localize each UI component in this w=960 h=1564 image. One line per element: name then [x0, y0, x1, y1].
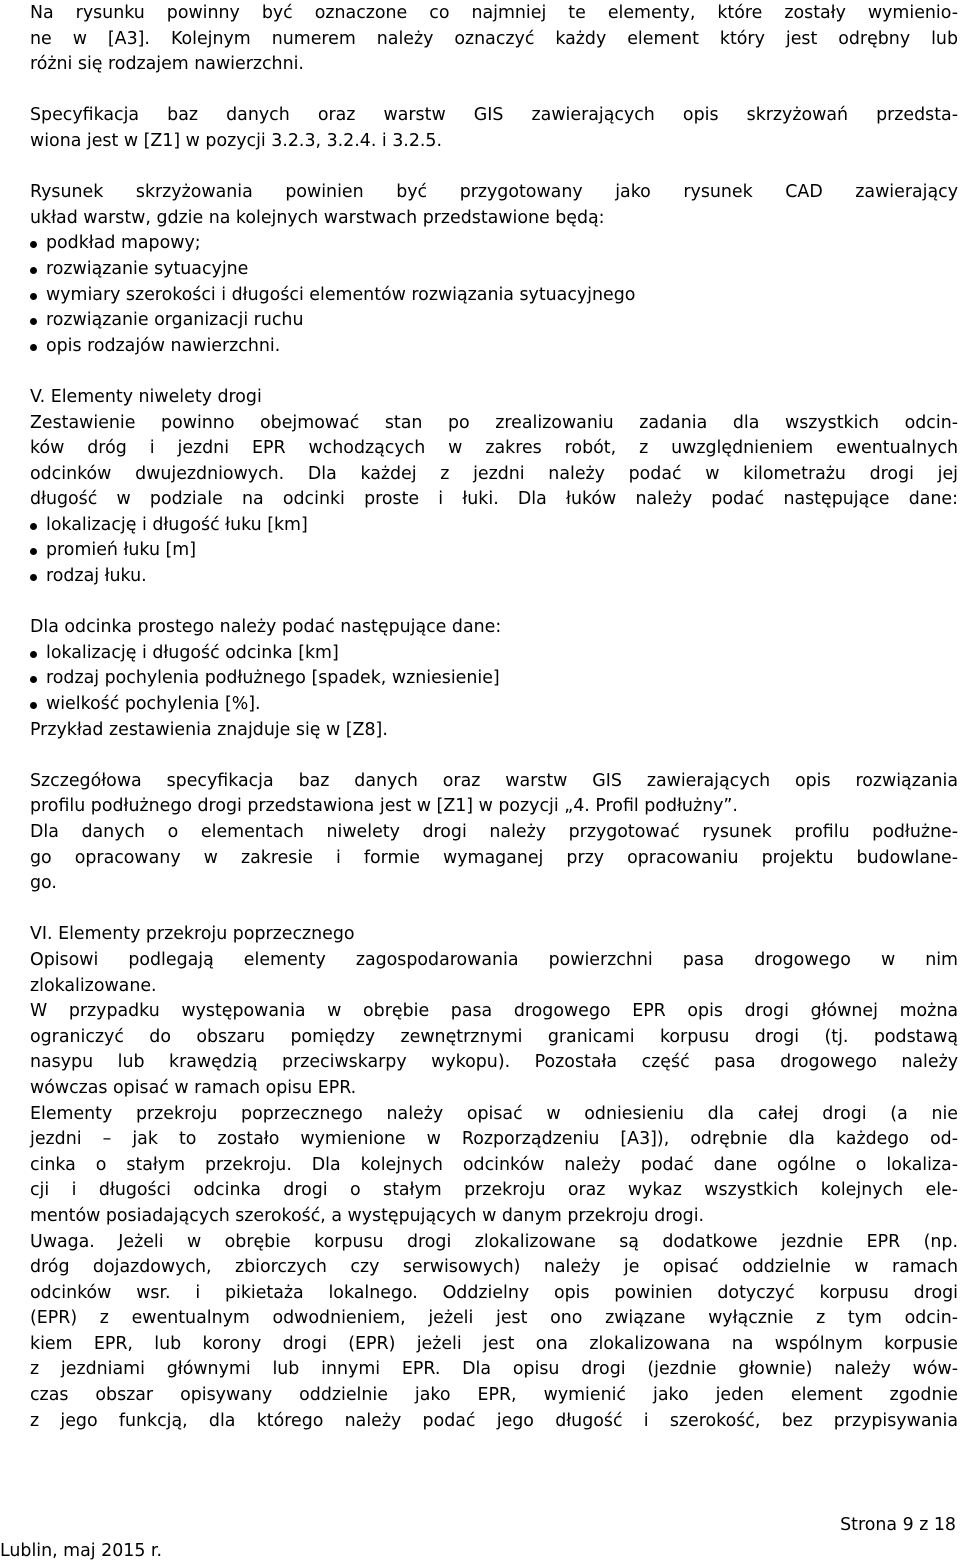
list-item: wymiary szerokości i długości elementów rozwiązania sytuacyjnego [30, 283, 958, 309]
bullet-icon [30, 318, 37, 325]
bullet-icon [30, 523, 37, 530]
text-line: ków dróg i jezdni EPR wchodzących w zakres robót, z uwzględnieniem ewentualnych [30, 438, 958, 459]
paragraph-cross-section-elements [30, 1102, 958, 1230]
list-item: lokalizację i długość odcinka [km] [30, 641, 958, 667]
list-item: rozwiązanie sytuacyjne [30, 257, 958, 283]
bullet-icon [30, 651, 37, 658]
list-item: rozwiązanie organizacji ruchu [30, 308, 958, 334]
section-heading-vi: VI. Elementy przekroju poprzecznego [30, 924, 355, 945]
text-line: układ warstw, gdzie na kolejnych warstwach przedstawione będą: [30, 207, 605, 228]
paragraph-cross-section-intro [30, 948, 958, 999]
text-line: z jego funkcją, dla którego należy podać jego długość i szerokość, bez przypisywania [30, 1410, 958, 1431]
list-item: rodzaj pochylenia podłużnego [spadek, wzniesienie] [30, 666, 958, 692]
paragraph-epr-main-road [30, 999, 958, 1101]
bullet-icon [30, 241, 37, 248]
bullet-icon [30, 676, 37, 683]
text-line: Uwaga. Jeżeli w obrębie korpusu drogi zlokalizowane są dodatkowe jezdnie EPR (np. [30, 1231, 958, 1252]
bullet-icon [30, 293, 37, 300]
page-number: Strona 9 z 18 [840, 1515, 956, 1535]
paragraph-straight-section: Dla odcinka prostego należy podać następujące dane: [30, 617, 502, 638]
text-line: Rysunek skrzyżowania powinien być przygotowany jako rysunek CAD zawierający [30, 182, 958, 203]
bullet-icon [30, 267, 37, 274]
text-line: długość w podziale na odcinki proste i łuki. Dla łuków należy podać następujące dane: [30, 489, 958, 510]
text-line: odcinków wsr. i pikietaża lokalnego. Oddzielny opis powinien dotyczyć korpusu drogi [30, 1282, 958, 1303]
text-line: profilu podłużnego drogi przedstawiona jest w [Z1] w pozycji „4. Profil podłużny”. [30, 796, 738, 817]
paragraph-cad-drawing [30, 180, 958, 231]
arc-data-list [30, 513, 958, 590]
layer-list [30, 231, 958, 359]
text-line: wiona jest w [Z1] w pozycji 3.2.3, 3.2.4. i 3.2.5. [30, 130, 443, 151]
bullet-icon [30, 702, 37, 709]
text-line: ne w [A3]. Kolejnym numerem należy oznaczyć każdy element który jest odrębny lub [30, 28, 958, 49]
text-line: dróg dojazdowych, zbiorczych czy serwisowych) należy je opisać oddzielnie w ramach [30, 1257, 958, 1278]
text-line: czas obszar opisywany oddzielnie jako EPR, wymienić jako jeden element zgodnie [30, 1385, 958, 1406]
text-line: mentów posiadających szerokość, a występujących w danym przekroju drogi. [30, 1205, 705, 1226]
footer-date: Lublin, maj 2015 r. [0, 1541, 163, 1561]
paragraph-drawing-elements [30, 1, 958, 78]
bullet-icon [30, 344, 37, 351]
list-item: opis rodzajów nawierzchni. [30, 334, 958, 360]
text-line: W przypadku występowania w obrębie pasa drogowego EPR opis drogi głównej można [30, 1001, 958, 1022]
text-line: jezdni – jak to zostało wymienione w Rozporządzeniu [A3]), odrębnie dla każdego od- [30, 1129, 958, 1150]
paragraph-gis-spec-intersections [30, 103, 958, 154]
text-line: Elementy przekroju poprzecznego należy opisać w odniesieniu dla całej drogi (a nie [30, 1103, 958, 1124]
text-line: Zestawienie powinno obejmować stan po zrealizowaniu zadania dla wszystkich odcin- [30, 412, 958, 433]
text-line: ograniczyć do obszaru pomiędzy zewnętrznymi granicami korpusu drogi (tj. podstawą [30, 1026, 958, 1047]
section-heading-v: V. Elementy niwelety drogi [30, 386, 262, 407]
text-line: nasypu lub krawędzią przeciwskarpy wykopu). Pozostała część pasa drogowego należy [30, 1052, 958, 1073]
text-line: odcinków dwujezdniowych. Dla każdej z jezdni należy podać w kilometrażu drogi jej [30, 463, 958, 484]
bullet-icon [30, 574, 37, 581]
text-line: zlokalizowane. [30, 975, 157, 996]
list-item: lokalizację i długość łuku [km] [30, 513, 958, 539]
list-item: podkład mapowy; [30, 231, 958, 257]
text-line: kiem EPR, lub korony drogi (EPR) jeżeli jest ona zlokalizowana na wspólnym korpusie [30, 1333, 958, 1354]
list-item: promień łuku [m] [30, 538, 958, 564]
text-line: wówczas opisać w ramach opisu EPR. [30, 1077, 357, 1098]
list-item: wielkość pochylenia [%]. [30, 692, 958, 718]
text-line: różni się rodzajem nawierzchni. [30, 54, 304, 75]
text-line: (EPR) z ewentualnym odwodnieniem, jeżeli jest ono związane wyłącznie z tym odcin- [30, 1308, 958, 1329]
text-line: cji i długości odcinka drogi o stałym przekroju oraz wykaz wszystkich kolejnych ele- [30, 1180, 958, 1201]
paragraph-profile-spec [30, 769, 958, 897]
text-line: cinka o stałym przekroju. Dla kolejnych odcinków należy podać dane ogólne o lokaliza- [30, 1154, 958, 1175]
text-line: Na rysunku powinny być oznaczone co najmniej te elementy, które zostały wymienio- [30, 3, 958, 23]
paragraph-example-ref: Przykład zestawienia znajduje się w [Z8]. [30, 719, 388, 740]
paragraph-summary [30, 411, 958, 513]
text-line: Opisowi podlegają elementy zagospodarowania powierzchni pasa drogowego w nim [30, 949, 958, 970]
text-line: Specyfikacja baz danych oraz warstw GIS zawierających opis skrzyżowań przedsta- [30, 105, 958, 126]
text-line: go opracowany w zakresie i formie wymaganej przy opracowaniu projektu budowlane- [30, 847, 958, 868]
text-line: go. [30, 873, 57, 894]
list-item: rodzaj łuku. [30, 564, 958, 590]
straight-data-list [30, 641, 958, 718]
text-line: Szczegółowa specyfikacja baz danych oraz warstw GIS zawierających opis rozwiązania [30, 770, 958, 791]
document-page [30, 0, 958, 1434]
text-line: Dla danych o elementach niwelety drogi należy przygotować rysunek profilu podłużne- [30, 822, 958, 842]
paragraph-note [30, 1230, 958, 1435]
text-line: z jezdniami głównymi lub innymi EPR. Dla opisu drogi (jezdnie głownie) należy wów- [30, 1359, 958, 1380]
bullet-icon [30, 548, 37, 555]
